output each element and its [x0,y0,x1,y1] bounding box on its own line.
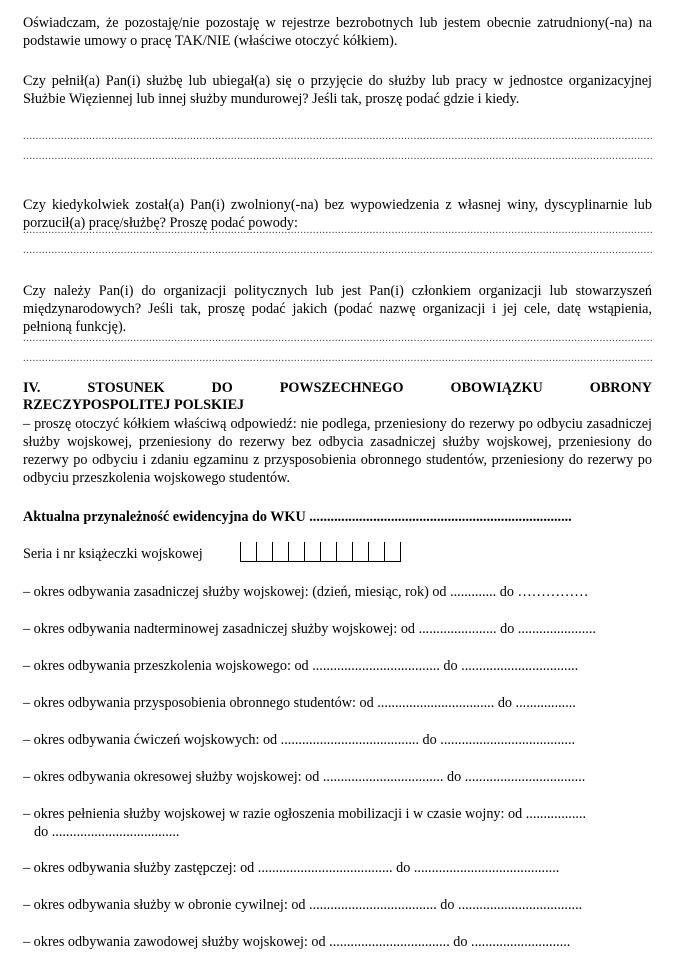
answer-line[interactable] [23,332,652,344]
period-civil-defense[interactable]: – okres odbywania służby w obronie cywilnej: od .................................... do ................................... [23,897,583,913]
answer-line[interactable] [23,150,652,162]
section-iv-heading [23,380,652,414]
booklet-digit-box[interactable] [304,542,320,562]
period-professional-service[interactable]: – okres odbywania zawodowej służby wojskowej: od .................................. do ............................ [23,934,571,950]
answer-line[interactable] [23,244,652,256]
military-booklet-label: Seria i nr książeczki wojskowej [23,546,203,562]
wku-field[interactable]: Aktualna przynależność ewidencyjna do WKU .......................................................................... [23,509,572,525]
period-basic-service[interactable]: – okres odbywania zasadniczej służby wojskowej: (dzień, miesiąc, rok) od ............. do …………… [23,584,589,600]
booklet-digit-box[interactable] [288,542,304,562]
booklet-digit-box[interactable] [352,542,368,562]
booklet-digit-box[interactable] [256,542,272,562]
military-booklet-boxes[interactable] [240,542,401,562]
booklet-digit-box[interactable] [384,542,401,562]
dismissal-question: Czy kiedykolwiek został(a) Pan(i) zwolniony(-na) bez wypowiedzenia z własnej winy, dyscyplinarnie lub porzucił(a) pracę/służbę? Proszę podać powody: [23,197,652,231]
registration-paragraph: Oświadczam, że pozostaję/nie pozostaję w rejestrze bezrobotnych lub jestem obecnie zatrudniony(-na) na podstawie umowy o pracę TAK/NIE (właściwe otoczyć kółkiem). [23,15,652,49]
booklet-digit-box[interactable] [272,542,288,562]
booklet-digit-box[interactable] [368,542,384,562]
period-mobilization[interactable]: – okres pełnienia służby wojskowej w razie ogłoszenia mobilizacji i w czasie wojny: od ................. do .................................... [23,806,587,840]
period-military-exercises[interactable]: – okres odbywania ćwiczeń wojskowych: od ....................................... do ...................................... [23,732,576,748]
answer-line[interactable] [23,224,652,236]
organizations-question: Czy należy Pan(i) do organizacji politycznych lub jest Pan(i) członkiem organizacji lub stowarzyszeń międzynarodowych? Jeśli tak, proszę podać jakich (podać nazwę organizacji i jej cele, datę wstąpienia, pełnioną funkcję). [23,283,652,335]
section-iv-title-line2: RZECZYPOSPOLITEJ POLSKIEJ [23,397,245,413]
answer-line[interactable] [23,130,652,142]
booklet-digit-box[interactable] [320,542,336,562]
section-iv-title: IV. STOSUNEK DO POWSZECHNEGO OBOWIĄZKU OBRONY [23,380,652,396]
section-iv-instruction: – proszę otoczyć kółkiem właściwą odpowiedź: nie podlega, przeniesiony do rezerwy po odbyciu zasadniczej służby wojskowej, przeniesiony do rezerwy bez odbycia zasadniczej służby wojskowej, przeniesiony do rezerwy po odbyciu i zdaniu egzaminu z przysposobienia obronnego studentów, przeniesiony do rezerwy po odbyciu przeszkolenia wojskowego studentów. [23,416,652,486]
period-student-defense[interactable]: – okres odbywania przysposobienia obronnego studentów: od ................................. do ................. [23,695,576,711]
period-alternative-service[interactable]: – okres odbywania służby zastępczej: od ...................................... do ......................................... [23,860,560,876]
service-question: Czy pełnił(a) Pan(i) służbę lub ubiegał(a) się o przyjęcie do służby lub pracy w jednostce organizacyjnej Służbie Więziennej lub innej służby mundurowej? Jeśli tak, proszę podać gdzie i kiedy. [23,73,652,107]
period-extended-service[interactable]: – okres odbywania nadterminowej zasadniczej służby wojskowej: od ...................... do ...................... [23,621,596,637]
military-booklet-row [23,542,652,563]
answer-line[interactable] [23,352,652,364]
booklet-digit-box[interactable] [240,542,256,562]
period-periodic-service[interactable]: – okres odbywania okresowej służby wojskowej: od .................................. do .................................. [23,769,586,785]
booklet-digit-box[interactable] [336,542,352,562]
period-military-training[interactable]: – okres odbywania przeszkolenia wojskowego: od .................................... do ................................. [23,658,579,674]
